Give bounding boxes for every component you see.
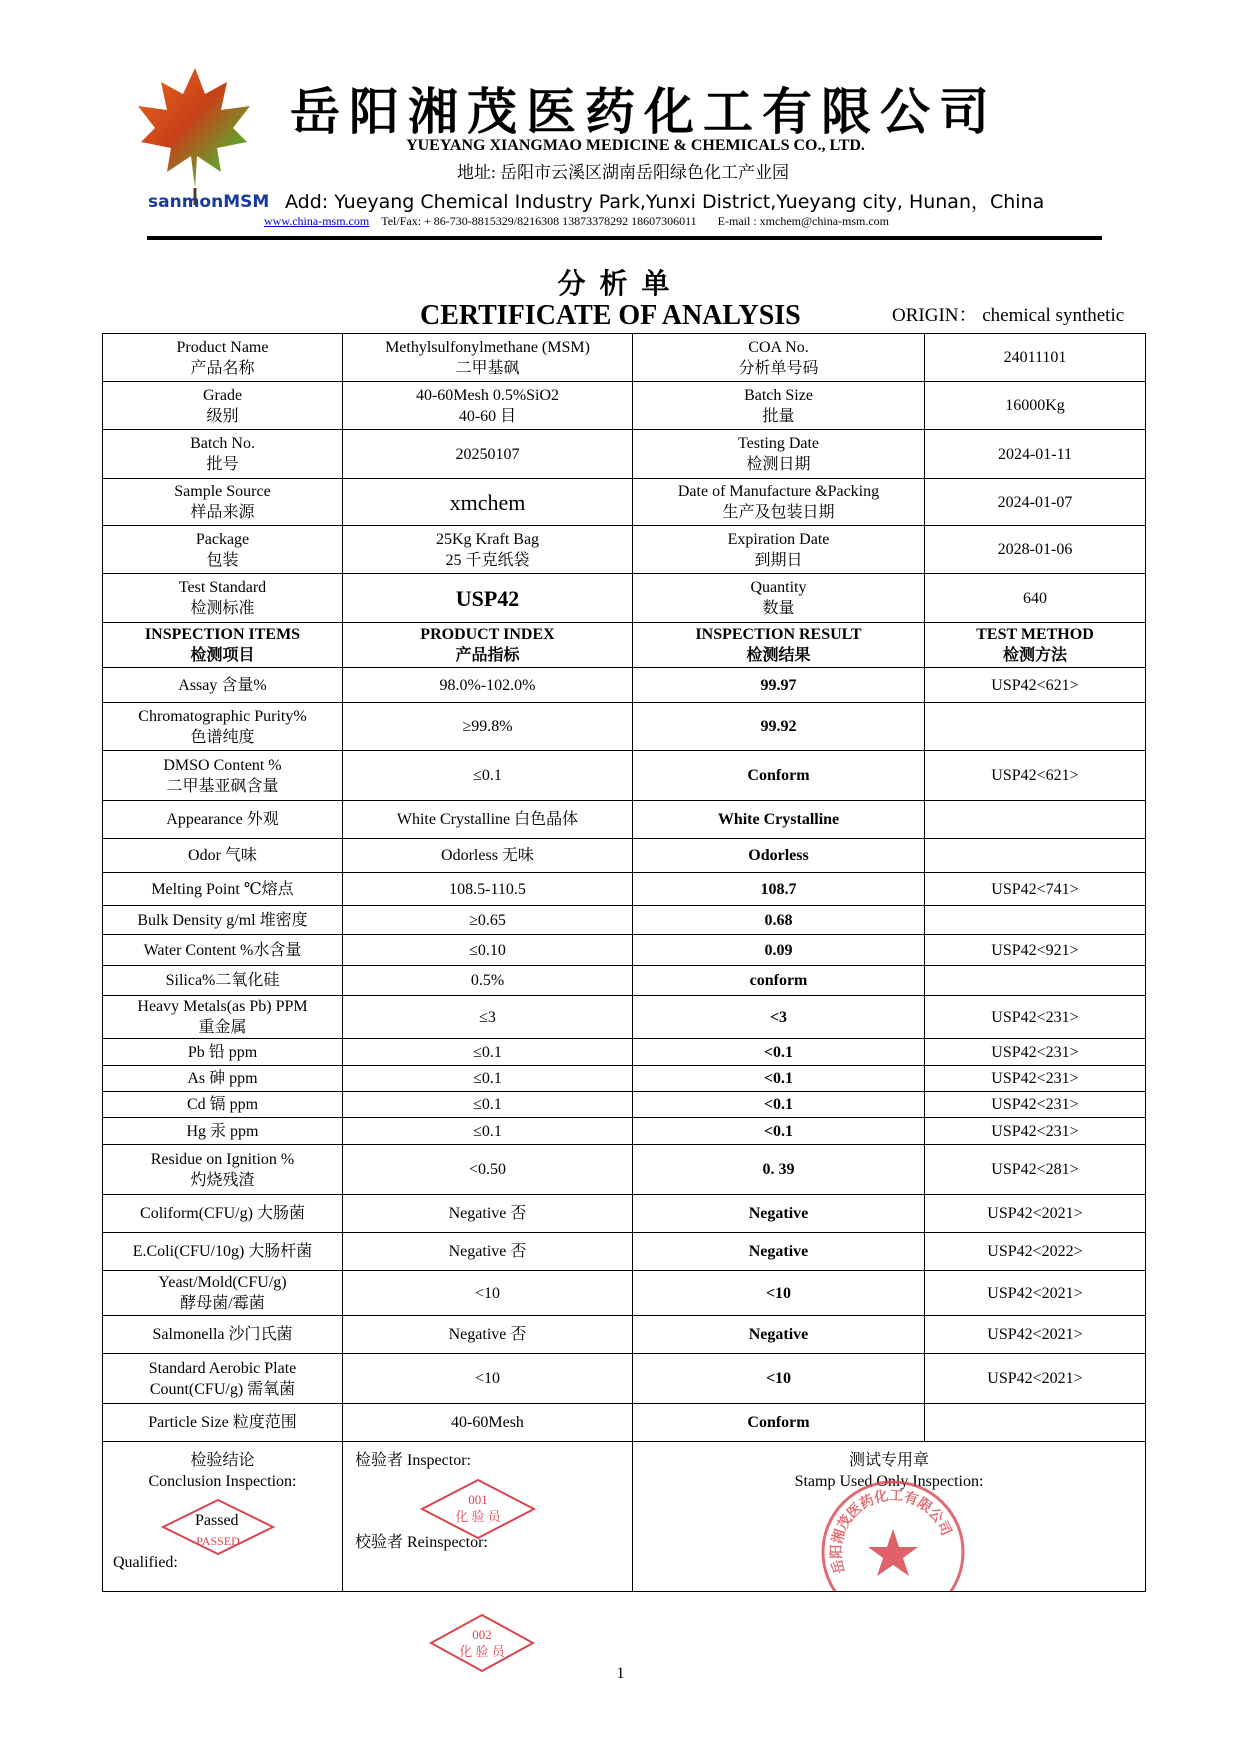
- inspector-stamp-title: 化 验 员: [455, 1509, 501, 1524]
- test-item: Pb 铅 ppm: [103, 1039, 343, 1066]
- test-item: Residue on Ignition % 灼烧残渣: [103, 1145, 343, 1195]
- column-header-row: [103, 623, 1146, 668]
- test-method: [925, 801, 1146, 839]
- test-method: USP42<231>: [925, 1066, 1146, 1092]
- stamp-cn: 测试专用章: [848, 1452, 929, 1469]
- stamp-cell: [633, 1442, 1146, 1609]
- test-method: [925, 703, 1146, 751]
- test-row: [103, 1118, 1146, 1145]
- info-row: [103, 479, 1146, 526]
- test-item: Particle Size 粒度范围: [103, 1404, 343, 1442]
- test-row: [103, 1354, 1146, 1404]
- reinspector-stamp-title: 化 验 员: [459, 1644, 505, 1659]
- tel-fax: Tel/Fax: + 86-730-8815329/8216308 13873378292 18607306011: [381, 214, 697, 228]
- test-item: Yeast/Mold(CFU/g) 酵母菌/霉菌: [103, 1271, 343, 1316]
- test-index: ≤0.1: [343, 1066, 633, 1092]
- info-value: 20250107: [343, 430, 633, 479]
- test-result: <0.1: [633, 1092, 925, 1118]
- test-result: White Crystalline: [633, 801, 925, 839]
- test-row: [103, 1066, 1146, 1092]
- test-index: <10: [343, 1354, 633, 1404]
- test-method: USP42<621>: [925, 751, 1146, 801]
- info-label: Package 包装: [103, 526, 343, 574]
- origin-label: ORIGIN： chemical synthetic: [892, 305, 1125, 326]
- test-row: [103, 1145, 1146, 1195]
- test-index: ≤0.1: [343, 1039, 633, 1066]
- test-index: ≤3: [343, 996, 633, 1039]
- test-method: [925, 839, 1146, 873]
- conclusion-cn: 检验结论: [190, 1452, 255, 1469]
- info-value: USP42: [343, 574, 633, 623]
- conclusion-en: Conclusion Inspection:: [148, 1473, 297, 1490]
- analysis-table: [102, 333, 1146, 1609]
- test-item: Melting Point ℃熔点: [103, 873, 343, 906]
- test-method: USP42<2021>: [925, 1316, 1146, 1354]
- test-row: [103, 1271, 1146, 1316]
- info-row: [103, 334, 1146, 382]
- test-result: 0. 39: [633, 1145, 925, 1195]
- test-index: ≤0.1: [343, 751, 633, 801]
- test-method: USP42<2021>: [925, 1271, 1146, 1316]
- test-result: Negative: [633, 1233, 925, 1271]
- test-result: <10: [633, 1354, 925, 1404]
- qualified-label: Qualified:: [113, 1554, 178, 1571]
- test-index: ≤0.1: [343, 1118, 633, 1145]
- info-label: Sample Source 样品来源: [103, 479, 343, 526]
- test-index: ≥0.65: [343, 906, 633, 935]
- page-number: 1: [616, 1665, 625, 1682]
- test-method: USP42<231>: [925, 996, 1146, 1039]
- inspector-label: 检验者 Inspector:: [355, 1452, 471, 1469]
- test-result: <10: [633, 1271, 925, 1316]
- test-result: <0.1: [633, 1039, 925, 1066]
- title-cn: 分析单: [557, 269, 684, 300]
- test-result: Negative: [633, 1316, 925, 1354]
- logo-wordmark: sanmonMSM: [148, 192, 270, 212]
- test-result: <3: [633, 996, 925, 1039]
- test-index: Negative 否: [343, 1195, 633, 1233]
- test-result: <0.1: [633, 1066, 925, 1092]
- info-value: 2024-01-07: [925, 479, 1146, 526]
- info-value: 24011101: [925, 334, 1146, 382]
- test-row: [103, 966, 1146, 996]
- test-index: <10: [343, 1271, 633, 1316]
- info-value: 640: [925, 574, 1146, 623]
- test-item: Standard Aerobic Plate Count(CFU/g) 需氧菌: [103, 1354, 343, 1404]
- info-label: COA No. 分析单号码: [633, 334, 925, 382]
- reinspector-stamp-number: 002: [472, 1627, 492, 1642]
- email: E-mail : xmchem@china-msm.com: [717, 214, 890, 228]
- info-row: [103, 574, 1146, 623]
- test-method: USP42<231>: [925, 1092, 1146, 1118]
- passed-stamp-text: PASSED: [196, 1534, 240, 1548]
- info-label: Date of Manufacture &Packing 生产及包装日期: [633, 479, 925, 526]
- test-item: Water Content %水含量: [103, 935, 343, 966]
- passed-text: Passed: [195, 1512, 239, 1529]
- conclusion-cell: [103, 1442, 343, 1592]
- stamp-en: Stamp Used Only Inspection:: [794, 1473, 984, 1490]
- test-index: ≤0.10: [343, 935, 633, 966]
- test-row: [103, 801, 1146, 839]
- contact-line: [264, 214, 889, 229]
- test-result: 99.92: [633, 703, 925, 751]
- test-row: [103, 1092, 1146, 1118]
- test-result: Negative: [633, 1195, 925, 1233]
- info-value: 16000Kg: [925, 382, 1146, 430]
- test-method: USP42<2021>: [925, 1354, 1146, 1404]
- info-label: Testing Date 检测日期: [633, 430, 925, 479]
- test-method: [925, 1404, 1146, 1442]
- test-item: Salmonella 沙门氏菌: [103, 1316, 343, 1354]
- test-method: USP42<2022>: [925, 1233, 1146, 1271]
- info-label: Batch Size 批量: [633, 382, 925, 430]
- header-rule: [147, 236, 1102, 240]
- test-index: 0.5%: [343, 966, 633, 996]
- test-method: USP42<621>: [925, 668, 1146, 703]
- info-label: Product Name 产品名称: [103, 334, 343, 382]
- test-method: USP42<281>: [925, 1145, 1146, 1195]
- test-index: ≤0.1: [343, 1092, 633, 1118]
- test-item: As 砷 ppm: [103, 1066, 343, 1092]
- website-link[interactable]: www.china-msm.com: [264, 214, 370, 228]
- test-result: 108.7: [633, 873, 925, 906]
- info-row: [103, 382, 1146, 430]
- test-item: DMSO Content % 二甲基亚砜含量: [103, 751, 343, 801]
- test-row: [103, 668, 1146, 703]
- test-row: [103, 839, 1146, 873]
- company-name-cn: 岳阳湘茂医药化工有限公司: [290, 82, 998, 141]
- test-item: Assay 含量%: [103, 668, 343, 703]
- info-label: Grade 级别: [103, 382, 343, 430]
- info-row: [103, 526, 1146, 574]
- test-item: Silica%二氧化硅: [103, 966, 343, 996]
- col-header-result: INSPECTION RESULT 检测结果: [633, 623, 925, 668]
- info-label: Quantity 数量: [633, 574, 925, 623]
- test-index: Negative 否: [343, 1233, 633, 1271]
- title-en: CERTIFICATE OF ANALYSIS: [420, 300, 801, 331]
- test-method: [925, 906, 1146, 935]
- info-value: Methylsulfonylmethane (MSM) 二甲基砜: [343, 334, 633, 382]
- test-item: Hg 汞 ppm: [103, 1118, 343, 1145]
- test-row: [103, 1316, 1146, 1354]
- inspector-stamp-number: 001: [468, 1492, 488, 1507]
- inspector-cell: [343, 1442, 633, 1592]
- test-item: E.Coli(CFU/10g) 大肠杆菌: [103, 1233, 343, 1271]
- company-name-en: YUEYANG XIANGMAO MEDICINE & CHEMICALS CO., LTD.: [406, 137, 865, 154]
- test-row: [103, 751, 1146, 801]
- test-result: 0.09: [633, 935, 925, 966]
- test-index: <0.50: [343, 1145, 633, 1195]
- test-row: [103, 1195, 1146, 1233]
- test-item: Chromatographic Purity% 色谱纯度: [103, 703, 343, 751]
- test-row: [103, 906, 1146, 935]
- test-result: Conform: [633, 751, 925, 801]
- seal-bottom-text: 检测专用章: [852, 1592, 934, 1609]
- test-index: 40-60Mesh: [343, 1404, 633, 1442]
- test-item: Appearance 外观: [103, 801, 343, 839]
- test-method: USP42<2021>: [925, 1195, 1146, 1233]
- test-method: USP42<921>: [925, 935, 1146, 966]
- info-label: Test Standard 检测标准: [103, 574, 343, 623]
- test-row: [103, 1404, 1146, 1442]
- company-logo-leaf: [135, 60, 255, 210]
- test-item: Odor 气味: [103, 839, 343, 873]
- test-row: [103, 873, 1146, 906]
- footer-row: [103, 1442, 1146, 1592]
- col-header-method: TEST METHOD 检测方法: [925, 623, 1146, 668]
- test-method: USP42<231>: [925, 1039, 1146, 1066]
- test-item: Bulk Density g/ml 堆密度: [103, 906, 343, 935]
- test-row: [103, 703, 1146, 751]
- test-result: Conform: [633, 1404, 925, 1442]
- test-row: [103, 1233, 1146, 1271]
- address-en: Add: Yueyang Chemical Industry Park,Yunxi District,Yueyang city, Hunan，China: [285, 191, 1045, 213]
- test-row: [103, 1039, 1146, 1066]
- reinspector-label: 校验者 Reinspector:: [355, 1534, 488, 1551]
- test-index: ≥99.8%: [343, 703, 633, 751]
- test-result: Odorless: [633, 839, 925, 873]
- address-cn: 地址: 岳阳市云溪区湖南岳阳绿色化工产业园: [457, 163, 789, 182]
- col-header-items: INSPECTION ITEMS 检测项目: [103, 623, 343, 668]
- test-row: [103, 935, 1146, 966]
- test-item: Heavy Metals(as Pb) PPM 重金属: [103, 996, 343, 1039]
- test-method: USP42<231>: [925, 1118, 1146, 1145]
- info-label: Batch No. 批号: [103, 430, 343, 479]
- test-method: [925, 966, 1146, 996]
- info-value: 40-60Mesh 0.5%SiO2 40-60 目: [343, 382, 633, 430]
- test-item: Coliform(CFU/g) 大肠菌: [103, 1195, 343, 1233]
- info-value: 25Kg Kraft Bag 25 千克纸袋: [343, 526, 633, 574]
- test-index: White Crystalline 白色晶体: [343, 801, 633, 839]
- test-item: Cd 镉 ppm: [103, 1092, 343, 1118]
- info-row: [103, 430, 1146, 479]
- col-header-index: PRODUCT INDEX 产品指标: [343, 623, 633, 668]
- info-value: 2024-01-11: [925, 430, 1146, 479]
- test-index: 108.5-110.5: [343, 873, 633, 906]
- test-result: conform: [633, 966, 925, 996]
- test-index: Odorless 无味: [343, 839, 633, 873]
- company-seal: [818, 1477, 968, 1609]
- test-index: 98.0%-102.0%: [343, 668, 633, 703]
- test-row: [103, 996, 1146, 1039]
- test-method: USP42<741>: [925, 873, 1146, 906]
- info-label: Expiration Date 到期日: [633, 526, 925, 574]
- info-value: 2028-01-06: [925, 526, 1146, 574]
- info-value: xmchem: [343, 479, 633, 526]
- test-index: Negative 否: [343, 1316, 633, 1354]
- seal-ring-text: 岳阳湘茂医药化工有限公司: [829, 1488, 954, 1576]
- test-result: 99.97: [633, 668, 925, 703]
- test-result: 0.68: [633, 906, 925, 935]
- test-result: <0.1: [633, 1118, 925, 1145]
